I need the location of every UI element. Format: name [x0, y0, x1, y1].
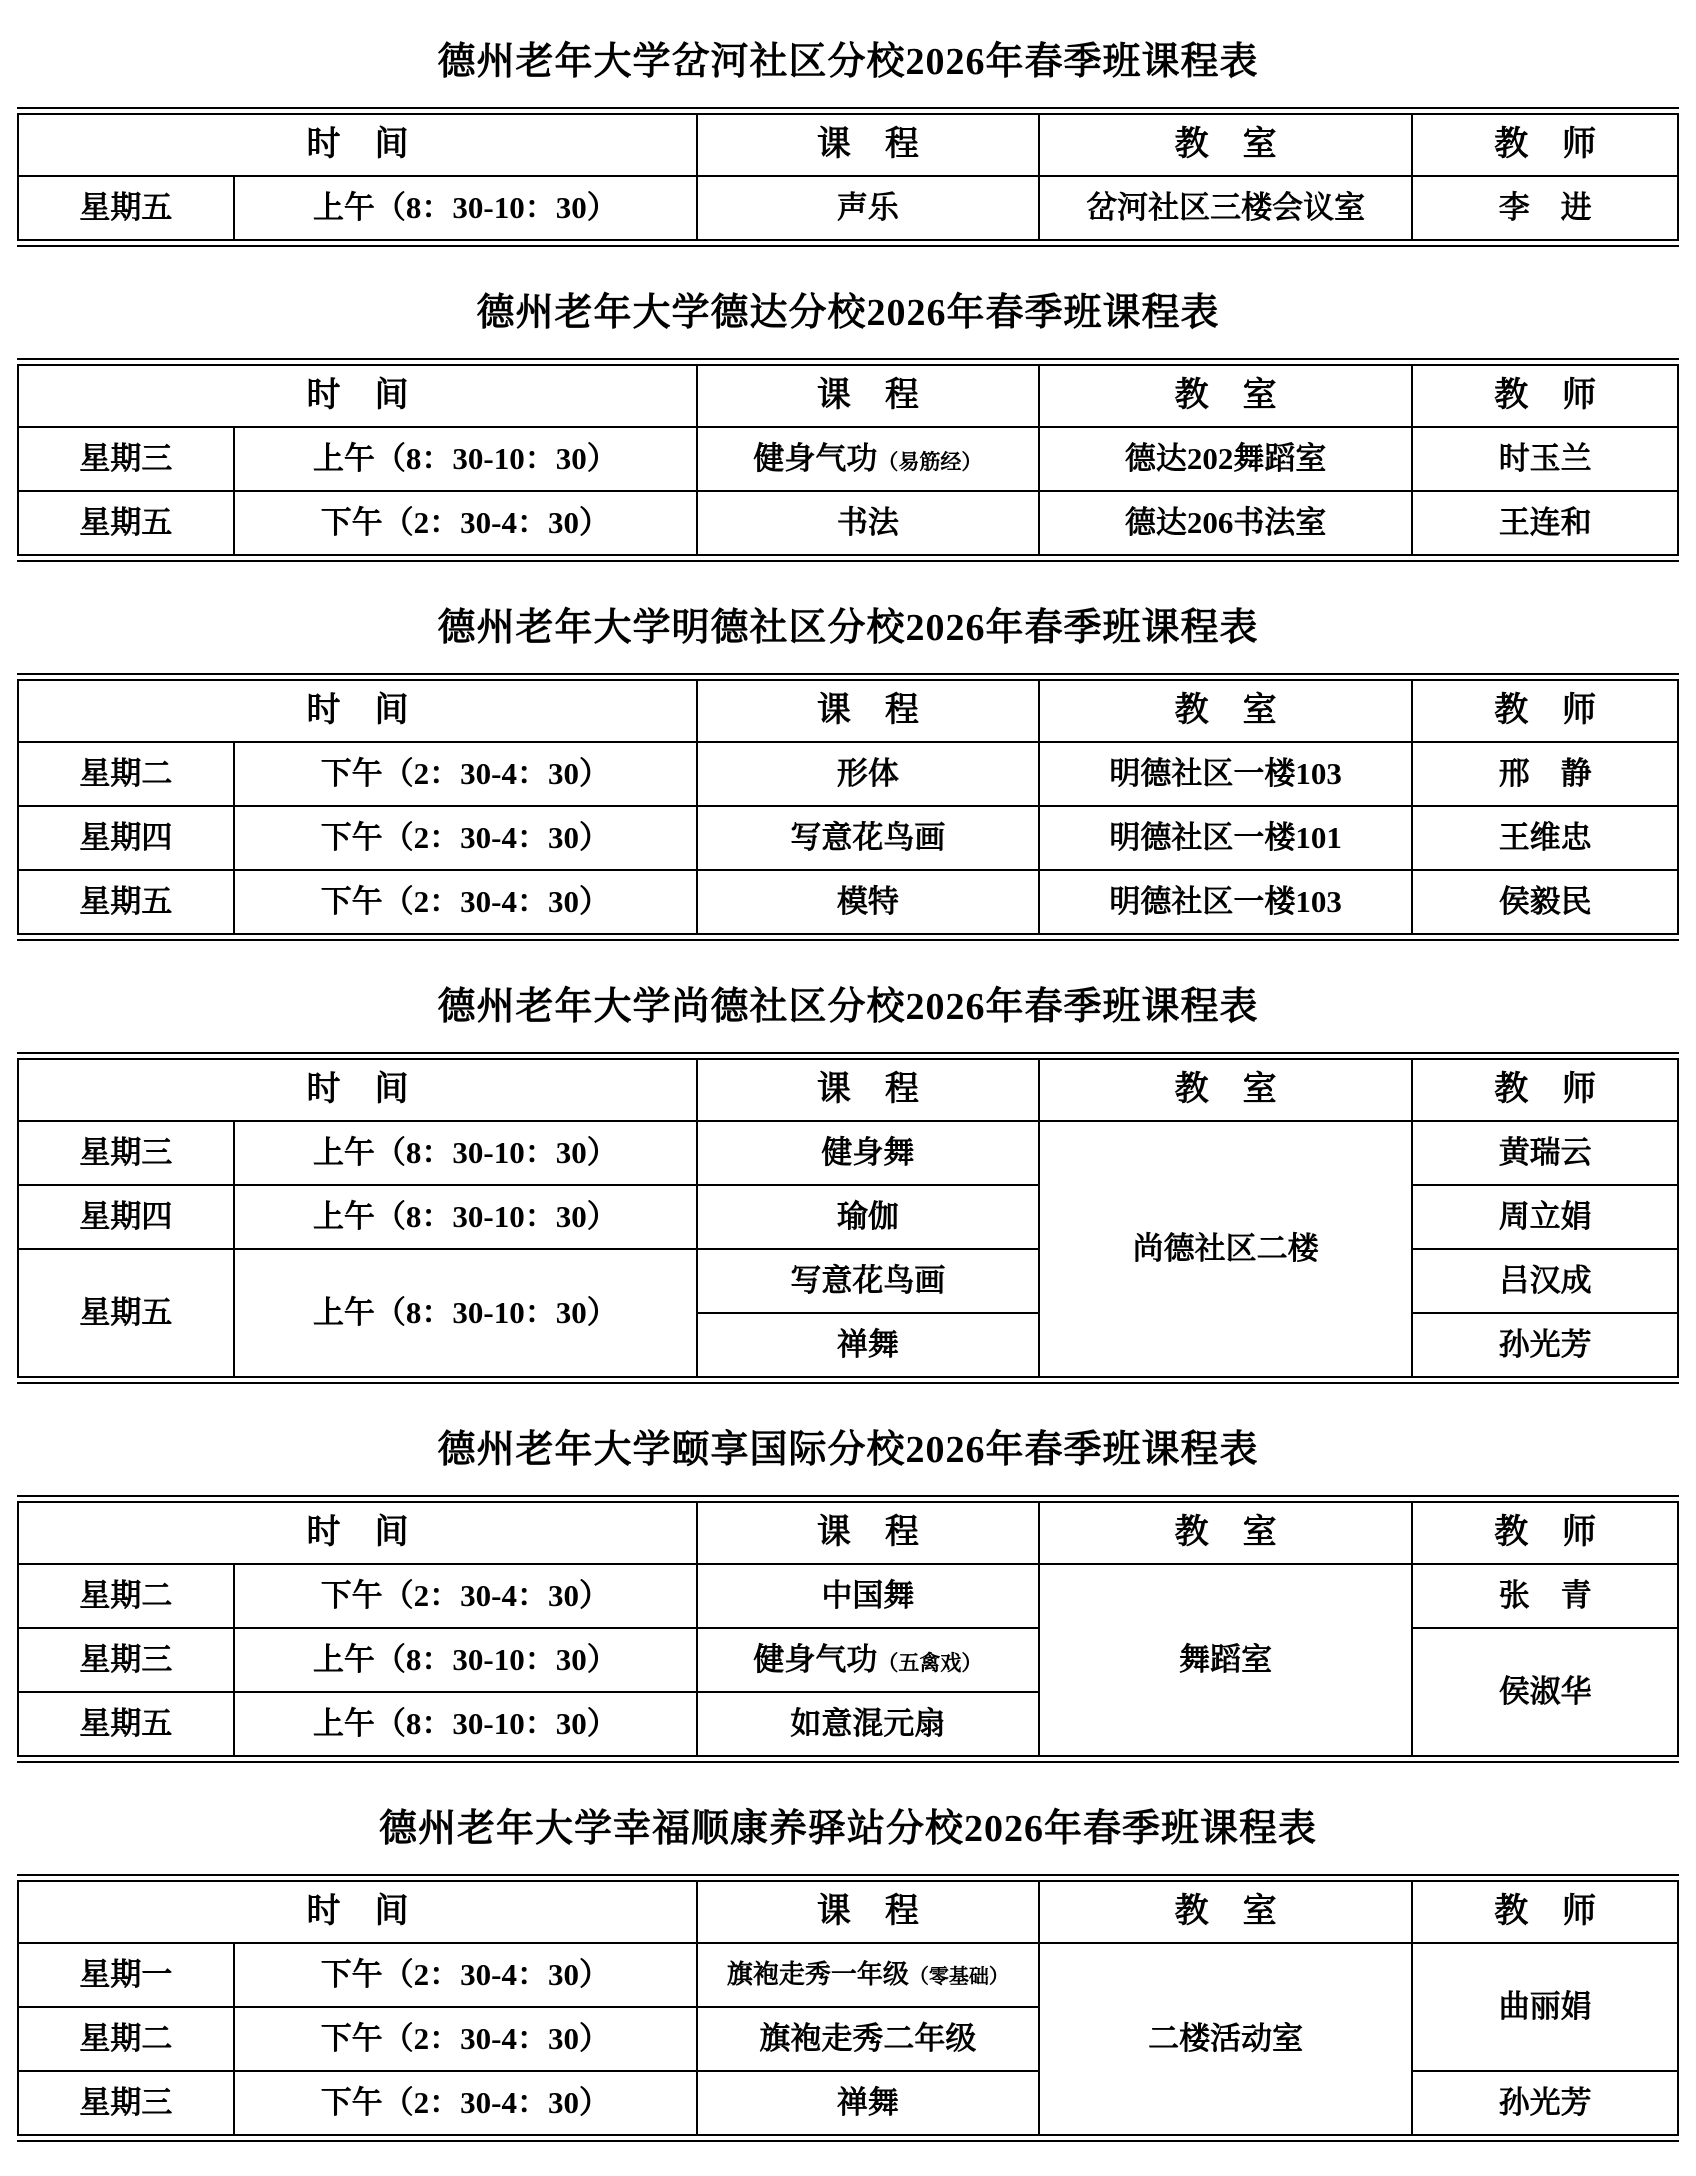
schedule-table — [17, 1880, 1679, 2136]
header-time: 时 间 — [18, 114, 697, 176]
header-room: 教 室 — [1039, 114, 1413, 176]
table-title: 德州老年大学幸福顺康养驿站分校2026年春季班课程表 — [378, 1808, 1317, 1850]
header-row — [18, 1502, 1678, 1564]
course-note: （易筋经） — [877, 450, 983, 475]
header-time: 时 间 — [18, 365, 697, 427]
time-cell: 下午（2：30-4：30） — [234, 870, 697, 934]
table-row — [18, 806, 1678, 870]
course-name: 健身气功 — [753, 441, 878, 477]
header-teacher: 教 师 — [1412, 1059, 1678, 1121]
time-cell: 上午（8：30-10：30） — [234, 427, 697, 491]
course-cell: 写意花鸟画 — [697, 806, 1039, 870]
header-course: 课 程 — [697, 1502, 1039, 1564]
teacher-cell: 孙光芳 — [1412, 2071, 1678, 2135]
time-cell: 下午（2：30-4：30） — [234, 491, 697, 555]
teacher-cell: 周立娟 — [1412, 1185, 1678, 1249]
day-cell: 星期三 — [18, 1121, 234, 1185]
header-room: 教 室 — [1039, 1881, 1413, 1943]
time-cell: 上午（8：30-10：30） — [234, 176, 697, 240]
day-cell: 星期五 — [18, 491, 234, 555]
header-row — [18, 1881, 1678, 1943]
day-cell: 星期四 — [18, 1185, 234, 1249]
course-cell: 形体 — [697, 742, 1039, 806]
day-cell: 星期四 — [18, 806, 234, 870]
course-cell: 声乐 — [697, 176, 1039, 240]
time-cell: 上午（8：30-10：30） — [234, 1185, 697, 1249]
time-cell: 下午（2：30-4：30） — [234, 2007, 697, 2071]
teacher-cell: 侯淑华 — [1412, 1628, 1678, 1756]
course-cell — [697, 427, 1039, 491]
schedule-table-yixiang — [17, 1495, 1679, 1763]
room-cell: 明德社区一楼103 — [1039, 870, 1413, 934]
schedule-table-shangde — [17, 1052, 1679, 1384]
header-course: 课 程 — [697, 114, 1039, 176]
schedule-section-chahe — [17, 30, 1679, 247]
schedule-table — [17, 364, 1679, 556]
day-cell: 星期三 — [18, 2071, 234, 2135]
header-course: 课 程 — [697, 1059, 1039, 1121]
header-teacher: 教 师 — [1412, 680, 1678, 742]
header-row — [18, 365, 1678, 427]
course-cell: 禅舞 — [697, 2071, 1039, 2135]
time-cell: 下午（2：30-4：30） — [234, 1943, 697, 2007]
course-name: 旗袍走秀一年级 — [726, 1960, 909, 1990]
table-row — [18, 1249, 1678, 1313]
header-teacher: 教 师 — [1412, 365, 1678, 427]
day-cell: 星期三 — [18, 427, 234, 491]
header-room: 教 室 — [1039, 1059, 1413, 1121]
course-cell: 禅舞 — [697, 1313, 1039, 1377]
schedule-table — [17, 113, 1679, 241]
time-cell: 下午（2：30-4：30） — [234, 2071, 697, 2135]
time-cell: 下午（2：30-4：30） — [234, 742, 697, 806]
schedule-table — [17, 1501, 1679, 1757]
day-cell: 星期五 — [18, 870, 234, 934]
time-cell: 上午（8：30-10：30） — [234, 1628, 697, 1692]
course-cell: 旗袍走秀二年级 — [697, 2007, 1039, 2071]
day-cell: 星期三 — [18, 1628, 234, 1692]
table-title: 德州老年大学德达分校2026年春季班课程表 — [476, 292, 1220, 334]
schedule-table — [17, 1058, 1679, 1378]
room-cell: 德达202舞蹈室 — [1039, 427, 1413, 491]
course-cell: 中国舞 — [697, 1564, 1039, 1628]
teacher-cell: 曲丽娟 — [1412, 1943, 1678, 2071]
schedule-section-deda — [17, 281, 1679, 562]
table-row — [18, 1564, 1678, 1628]
schedule-table-chahe — [17, 107, 1679, 247]
schedule-table-xingfushunkang — [17, 1874, 1679, 2142]
table-row — [18, 176, 1678, 240]
course-cell: 写意花鸟画 — [697, 1249, 1039, 1313]
teacher-cell: 张 青 — [1412, 1564, 1678, 1628]
teacher-cell: 吕汉成 — [1412, 1249, 1678, 1313]
day-cell: 星期二 — [18, 742, 234, 806]
course-cell: 书法 — [697, 491, 1039, 555]
teacher-cell: 王维忠 — [1412, 806, 1678, 870]
table-title: 德州老年大学岔河社区分校2026年春季班课程表 — [437, 41, 1259, 83]
header-teacher: 教 师 — [1412, 1881, 1678, 1943]
course-cell — [697, 1628, 1039, 1692]
table-row — [18, 1943, 1678, 2007]
header-time: 时 间 — [18, 1502, 697, 1564]
table-row — [18, 491, 1678, 555]
teacher-cell: 邢 静 — [1412, 742, 1678, 806]
course-note: （五禽戏） — [877, 1651, 983, 1676]
day-cell: 星期五 — [18, 1249, 234, 1377]
room-cell: 舞蹈室 — [1039, 1564, 1413, 1756]
schedule-table-mingde — [17, 673, 1679, 941]
time-cell: 下午（2：30-4：30） — [234, 806, 697, 870]
time-cell: 上午（8：30-10：30） — [234, 1249, 697, 1377]
table-title: 德州老年大学明德社区分校2026年春季班课程表 — [437, 607, 1259, 649]
header-course: 课 程 — [697, 365, 1039, 427]
day-cell: 星期五 — [18, 176, 234, 240]
teacher-cell: 时玉兰 — [1412, 427, 1678, 491]
table-row — [18, 1628, 1678, 1692]
header-row — [18, 114, 1678, 176]
course-name: 健身气功 — [753, 1642, 878, 1678]
course-note: （零基础） — [908, 1966, 1009, 1989]
teacher-cell: 孙光芳 — [1412, 1313, 1678, 1377]
header-course: 课 程 — [697, 680, 1039, 742]
schedule-section-xingfushunkang — [17, 1797, 1679, 2142]
time-cell: 下午（2：30-4：30） — [234, 1564, 697, 1628]
teacher-cell: 王连和 — [1412, 491, 1678, 555]
header-time: 时 间 — [18, 1059, 697, 1121]
header-row — [18, 1059, 1678, 1121]
table-row — [18, 742, 1678, 806]
header-time: 时 间 — [18, 1881, 697, 1943]
room-cell: 尚德社区二楼 — [1039, 1121, 1413, 1377]
time-cell: 上午（8：30-10：30） — [234, 1692, 697, 1756]
header-teacher: 教 师 — [1412, 114, 1678, 176]
header-room: 教 室 — [1039, 365, 1413, 427]
day-cell: 星期二 — [18, 2007, 234, 2071]
day-cell: 星期二 — [18, 1564, 234, 1628]
time-cell: 上午（8：30-10：30） — [234, 1121, 697, 1185]
room-cell: 明德社区一楼103 — [1039, 742, 1413, 806]
course-cell: 如意混元扇 — [697, 1692, 1039, 1756]
room-cell: 明德社区一楼101 — [1039, 806, 1413, 870]
header-row — [18, 680, 1678, 742]
room-cell: 二楼活动室 — [1039, 1943, 1413, 2135]
course-cell: 瑜伽 — [697, 1185, 1039, 1249]
teacher-cell: 黄瑞云 — [1412, 1121, 1678, 1185]
table-row — [18, 427, 1678, 491]
schedule-table-deda — [17, 358, 1679, 562]
teacher-cell: 李 进 — [1412, 176, 1678, 240]
table-title: 德州老年大学尚德社区分校2026年春季班课程表 — [437, 986, 1259, 1028]
table-title: 德州老年大学颐享国际分校2026年春季班课程表 — [437, 1429, 1259, 1471]
room-cell: 岔河社区三楼会议室 — [1039, 176, 1413, 240]
day-cell: 星期一 — [18, 1943, 234, 2007]
room-cell: 德达206书法室 — [1039, 491, 1413, 555]
table-row — [18, 1185, 1678, 1249]
table-row — [18, 870, 1678, 934]
course-cell: 健身舞 — [697, 1121, 1039, 1185]
header-room: 教 室 — [1039, 1502, 1413, 1564]
course-cell — [697, 1943, 1039, 2007]
header-teacher: 教 师 — [1412, 1502, 1678, 1564]
table-row — [18, 2071, 1678, 2135]
header-course: 课 程 — [697, 1881, 1039, 1943]
header-room: 教 室 — [1039, 680, 1413, 742]
header-time: 时 间 — [18, 680, 697, 742]
day-cell: 星期五 — [18, 1692, 234, 1756]
schedule-section-shangde — [17, 975, 1679, 1384]
schedule-table — [17, 679, 1679, 935]
teacher-cell: 侯毅民 — [1412, 870, 1678, 934]
schedule-section-mingde — [17, 596, 1679, 941]
schedule-section-yixiang — [17, 1418, 1679, 1763]
course-cell: 模特 — [697, 870, 1039, 934]
table-row — [18, 1121, 1678, 1185]
